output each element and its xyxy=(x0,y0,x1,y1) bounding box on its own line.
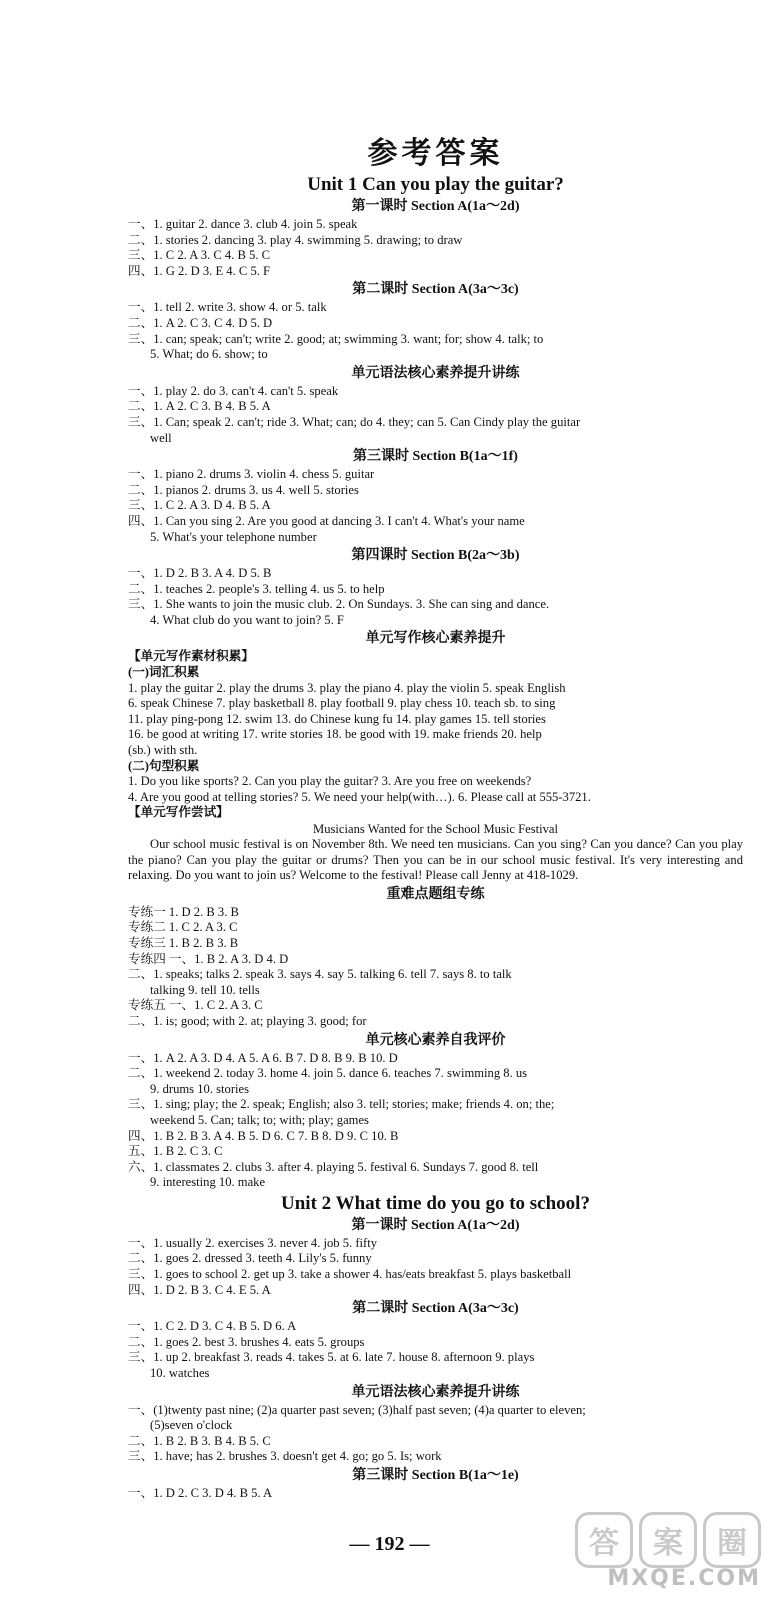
answer-line: 一、1. D 2. C 3. D 4. B 5. A xyxy=(128,1486,273,1500)
answer-line: 二、1. is; good; with 2. at; playing 3. good; for xyxy=(128,1013,367,1028)
section-heading: 重难点题组专练 xyxy=(386,886,485,902)
answer-line: 五、1. B 2. C 3. C xyxy=(128,1144,223,1159)
section-heading: 第一课时 Section A(1a～2d) xyxy=(351,1217,520,1233)
answer-document xyxy=(128,128,743,1502)
answer-line: 一、1. play 2. do 3. can't 4. can't 5. speak xyxy=(128,383,339,398)
page-title: 参考答案 xyxy=(367,136,504,171)
answer-line: 三、1. can; speak; can't; write 2. good; at; swimming 3. want; for; show 4. talk; to xyxy=(128,331,544,346)
answer-line: 一、1. tell 2. write 3. show 4. or 5. talk xyxy=(128,300,327,315)
answer-line: 二、1. stories 2. dancing 3. play 4. swimming 5. drawing; to draw xyxy=(128,232,463,247)
answer-line: 三、1. up 2. breakfast 3. reads 4. takes 5. at 6. late 7. house 8. afternoon 9. plays xyxy=(128,1350,535,1365)
answer-line: 一、1. D 2. B 3. A 4. D 5. B xyxy=(128,566,272,581)
answer-line: 一、1. usually 2. exercises 3. never 4. job 5. fifty xyxy=(128,1235,378,1250)
answer-line: 6. speak Chinese 7. play basketball 8. play football 9. play chess 10. teach sb. to sing xyxy=(128,696,556,711)
answer-line: 一、1. guitar 2. dance 3. club 4. join 5. speak xyxy=(128,217,358,231)
unit-1-heading: Unit 1 Can you play the guitar? xyxy=(307,174,564,195)
answer-line: 9. drums 10. stories xyxy=(150,1081,249,1096)
answer-line: 二、1. B 2. B 3. B 4. B 5. C xyxy=(128,1433,271,1448)
section-heading: 单元核心素养自我评价 xyxy=(365,1032,506,1048)
answer-line: (sb.) with sth. xyxy=(128,743,198,758)
essay-title: Musicians Wanted for the School Music Festival xyxy=(313,822,558,836)
answer-line: 三、1. She wants to join the music club. 2. On Sundays. 3. She can sing and dance. xyxy=(128,597,550,612)
answer-line: 【单元写作尝试】 xyxy=(128,805,229,820)
answer-line: 四、1. Can you sing 2. Are you good at dancing 3. I can't 4. What's your name xyxy=(128,513,525,528)
answer-line: 9. interesting 10. make xyxy=(150,1175,266,1190)
answer-line: 5. What's your telephone number xyxy=(150,529,317,544)
answer-line: 二、1. goes 2. best 3. brushes 4. eats 5. groups xyxy=(128,1334,365,1349)
unit-2-heading: Unit 2 What time do you go to school? xyxy=(281,1192,590,1214)
answer-line: 专练四 一、1. B 2. A 3. D 4. D xyxy=(128,951,289,966)
answer-line: 三、1. Can; speak 2. can't; ride 3. What; can; do 4. they; can 5. Can Cindy play the guitar xyxy=(128,414,581,429)
section-heading: 第四课时 Section B(2a～3b) xyxy=(351,548,520,564)
answer-line: 二、1. goes 2. dressed 3. teeth 4. Lily's 5. funny xyxy=(128,1251,372,1266)
answer-line: (二)句型积累 xyxy=(128,758,200,773)
answer-line: 一、1. C 2. D 3. C 4. B 5. D 6. A xyxy=(128,1319,297,1334)
section-heading: 单元语法核心素养提升讲练 xyxy=(351,1384,520,1400)
answer-line: 16. be good at writing 17. write stories 18. be good with 19. make friends 20. help xyxy=(128,727,542,742)
answer-line: 11. play ping-pong 12. swim 13. do Chinese kung fu 14. play games 15. tell stories xyxy=(128,711,546,726)
watermark-char: 案 xyxy=(639,1512,697,1568)
answer-line: 四、1. B 2. B 3. A 4. B 5. D 6. C 7. B 8. D 9. C 10. B xyxy=(128,1128,399,1143)
answer-line: 二、1. speaks; talks 2. speak 3. says 4. say 5. talking 6. tell 7. says 8. to talk xyxy=(128,967,512,982)
answer-line: 专练一 1. D 2. B 3. B xyxy=(128,904,239,919)
answer-line: 专练二 1. C 2. A 3. C xyxy=(128,920,238,935)
answer-line: 二、1. weekend 2. today 3. home 4. join 5. dance 6. teaches 7. swimming 8. us xyxy=(128,1066,528,1081)
section-heading: 第三课时 Section B(1a～1f) xyxy=(353,449,518,465)
answer-line: 三、1. sing; play; the 2. speak; English; also 3. tell; stories; make; friends 4. on; the; xyxy=(128,1097,555,1112)
page-number: — 192 — xyxy=(349,1533,430,1555)
answer-line: talking 9. tell 10. tells xyxy=(150,982,260,997)
section-heading: 单元写作核心素养提升 xyxy=(365,631,506,647)
answer-line: 一、1. A 2. A 3. D 4. A 5. A 6. B 7. D 8. B 9. B 10. D xyxy=(128,1050,398,1065)
answer-line: weekend 5. Can; talk; to; with; play; games xyxy=(150,1112,369,1127)
section-heading: 第二课时 Section A(3a～3c) xyxy=(352,1301,519,1317)
section-heading: 第三课时 Section B(1a～1e) xyxy=(352,1468,519,1483)
answer-line: 二、1. teaches 2. people's 3. telling 4. us 5. to help xyxy=(128,581,385,596)
answer-line: 三、1. goes to school 2. get up 3. take a shower 4. has/eats breakfast 5. plays basketball xyxy=(128,1267,572,1282)
answer-line: 三、1. C 2. A 3. C 4. B 5. C xyxy=(128,248,271,263)
answer-line: 六、1. classmates 2. clubs 3. after 4. playing 5. festival 6. Sundays 7. good 8. tell xyxy=(128,1159,539,1174)
answer-line: 专练五 一、1. C 2. A 3. C xyxy=(128,998,263,1013)
answer-line: 专练三 1. B 2. B 3. B xyxy=(128,935,239,950)
answer-line: 5. What; do 6. show; to xyxy=(150,347,268,362)
answer-line: 四、1. G 2. D 3. E 4. C 5. F xyxy=(128,263,271,278)
answer-line: 四、1. D 2. B 3. C 4. E 5. A xyxy=(128,1282,271,1297)
answer-line: (一)词汇积累 xyxy=(128,665,200,680)
answer-line: 4. Are you good at telling stories? 5. We need your help(with…). 6. Please call at 555-3721. xyxy=(128,789,591,804)
unit-1-review-answers xyxy=(128,886,743,1191)
watermark-url: MXQE.COM xyxy=(607,1566,761,1591)
answer-line: (5)seven o'clock xyxy=(150,1418,233,1433)
answer-line: 二、1. A 2. C 3. C 4. D 5. D xyxy=(128,315,273,330)
answer-line: 一、(1)twenty past nine; (2)a quarter past seven; (3)half past seven; (4)a quarter to eleven; xyxy=(128,1402,586,1417)
watermark-char: 圈 xyxy=(703,1512,761,1568)
answer-line: 一、1. piano 2. drums 3. violin 4. chess 5. guitar xyxy=(128,467,375,482)
watermark-logo xyxy=(561,1512,761,1592)
answer-line: 10. watches xyxy=(150,1366,210,1381)
watermark-char: 答 xyxy=(575,1512,633,1568)
answer-line: 三、1. C 2. A 3. D 4. B 5. A xyxy=(128,498,271,513)
answer-line: 4. What club do you want to join? 5. F xyxy=(150,612,344,627)
section-heading: 第一课时 Section A(1a～2d) xyxy=(351,199,520,214)
essay-text: Our school music festival is on November 8th. We need ten musicians. Can you sing? Can you dance? Can you play the piano? Can you play the guitar or drums? Then you can be in our school music festival. It's very interesting and relaxing. Do you want to join us? Welcome to the festival! Please call Jenny at 418-1029. xyxy=(128,837,743,883)
essay xyxy=(128,837,743,884)
unit-2-answers xyxy=(128,1217,743,1502)
section-heading: 第二课时 Section A(3a～3c) xyxy=(352,282,519,298)
answer-line: 1. Do you like sports? 2. Can you play the guitar? 3. Are you free on weekends? xyxy=(128,774,532,789)
answer-line: 三、1. have; has 2. brushes 3. doesn't get 4. go; go 5. Is; work xyxy=(128,1449,442,1464)
answer-line: 二、1. A 2. C 3. B 4. B 5. A xyxy=(128,399,271,414)
answer-line: 【单元写作素材积累】 xyxy=(128,649,254,664)
unit-1-answers xyxy=(128,198,743,821)
answer-line: 二、1. pianos 2. drums 3. us 4. well 5. stories xyxy=(128,482,359,497)
answer-line: well xyxy=(150,430,172,445)
section-heading: 单元语法核心素养提升讲练 xyxy=(351,365,520,381)
answer-line: 1. play the guitar 2. play the drums 3. play the piano 4. play the violin 5. speak English xyxy=(128,680,566,695)
